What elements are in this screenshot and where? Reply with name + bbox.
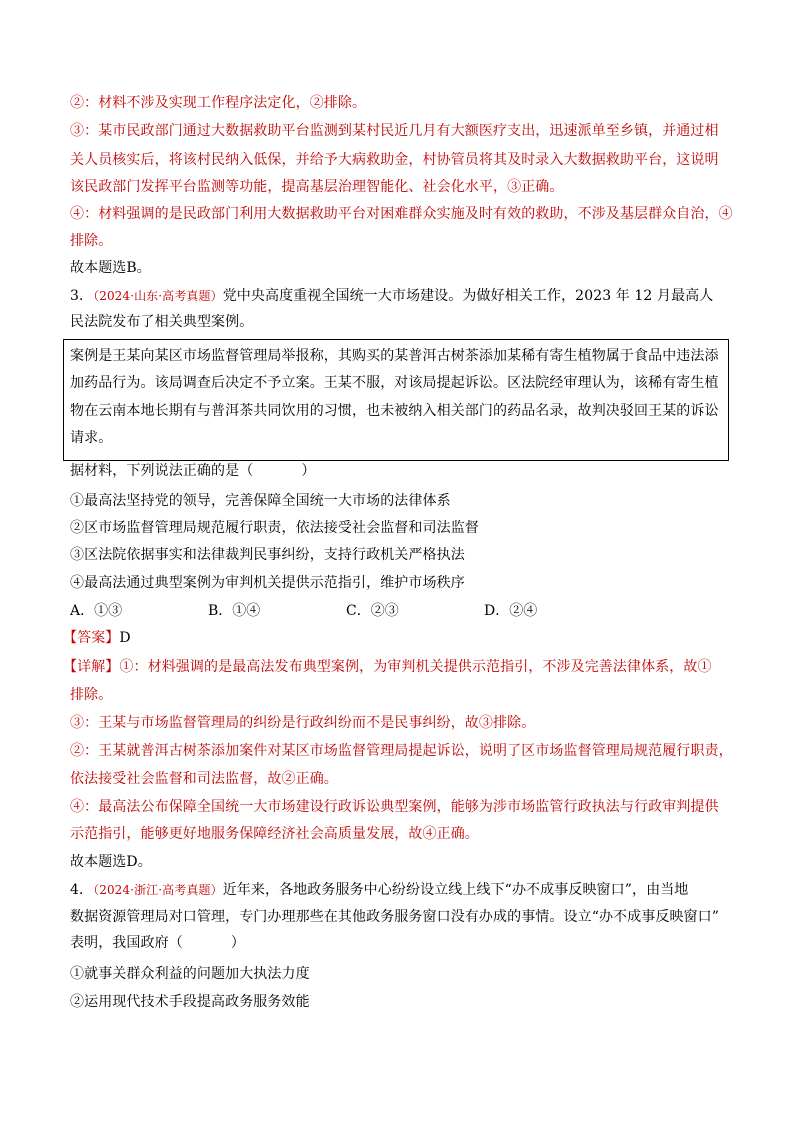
question-source: （2024·浙江·高考真题） [93, 883, 223, 897]
detail-line: 排除。 [70, 687, 113, 703]
analysis-line: 排除。 [70, 233, 113, 249]
detail-text: ①：材料强调的是最高法发布典型案例，为审判机关提供示范指引，不涉及完善法律体系，故① [119, 659, 712, 675]
detail-line: ②：王某就普洱古树茶添加案件对某区市场监督管理局提起诉讼，说明了区市场监督管理局规范履行职责， [70, 743, 733, 759]
analysis-line: ②：材料不涉及实现工作程序法定化，②排除。 [70, 95, 367, 111]
answer-tag: 【答案】 [63, 630, 120, 646]
prompt-text: 据材料，下列说法正确的是（ [70, 463, 254, 479]
stem-text: 表明，我国政府（ [70, 935, 183, 951]
case-line: 物在云南本地长期有与普洱茶共同饮用的习惯，也未被纳入相关部门的药品名录，故判决驳回王某的诉讼 [70, 403, 719, 419]
question-source: （2024·山东·高考真题） [93, 289, 223, 303]
detail-line: 示范指引，能够更好地服务保障经济社会高质量发展，故④正确。 [70, 826, 479, 842]
question-stem: 数据资源管理局对口管理，专门办理那些在其他政务服务窗口没有办成的事情。设立“办不成事反映窗口” [70, 909, 720, 925]
answer-value: D [119, 630, 131, 646]
option-b: B．①④ [208, 603, 261, 619]
case-line: 请求。 [70, 430, 113, 446]
analysis-line: 关人员核实后，将该村民纳入低保，并给予大病救助金，村协管员将其及时录入大数据救助平台，这说明 [70, 152, 719, 168]
detail-line: ③：王某与市场监督管理局的纠纷是行政纠纷而不是民事纠纷，故③排除。 [70, 715, 536, 731]
analysis-line: 该民政部门发挥平台监测等功能，提高基层治理智能化、社会化水平，③正确。 [70, 179, 564, 195]
question-prompt [70, 461, 315, 481]
prompt-close: ） [301, 463, 316, 479]
option-d: D．②④ [484, 603, 538, 619]
statement-3: ③区法院依据事实和法律裁判民事纠纷，支持行政机关严格执法 [70, 547, 465, 563]
analysis-line: ③：某市民政部门通过大数据救助平台监测到某村民近几月有大额医疗支出，迅速派单至乡镇，并通过相 [70, 123, 719, 139]
detail-line: 依法接受社会监督和司法监督，故②正确。 [70, 771, 338, 787]
stem-text: 近年来，各地政务服务中心纷纷设立线上线下“办不成事反映窗口”，由当地 [222, 882, 689, 898]
question-stem [70, 933, 245, 953]
answer-line [63, 628, 131, 648]
detail-line [63, 657, 712, 677]
case-line: 加药品行为。该局调查后决定不予立案。王某不服，对该局提起诉讼。区法院经审理认为，该稀有寄生植 [70, 375, 719, 391]
question-number: 3． [70, 288, 94, 304]
statement-4: ④最高法通过典型案例为审判机关提供示范指引，维护市场秩序 [70, 575, 465, 591]
question-number: 4． [70, 882, 94, 898]
prompt-close: ） [230, 935, 245, 951]
conclusion-line: 故本题选D。 [70, 854, 152, 870]
stem-text: 党中央高度重视全国统一大市场建设。为做好相关工作，2023 年 12 月最高人 [222, 288, 714, 304]
statement-2: ②运用现代技术手段提高政务服务效能 [70, 994, 310, 1010]
option-c: C．②③ [346, 603, 399, 619]
statement-2: ②区市场监督管理局规范履行职责，依法接受社会监督和司法监督 [70, 520, 479, 536]
question-stem [70, 286, 713, 306]
case-line: 案例是王某向某区市场监督管理局举报称，其购买的某普洱古树茶添加某稀有寄生植物属于食品中违法添 [70, 348, 719, 364]
question-stem: 民法院发布了相关典型案例。 [70, 314, 254, 330]
statement-1: ①就事关群众利益的问题加大执法力度 [70, 966, 310, 982]
analysis-line: ④：材料强调的是民政部门利用大数据救助平台对困难群众实施及时有效的救助，不涉及基层群众自治，④ [70, 206, 733, 222]
detail-line: ④：最高法公布保障全国统一大市场建设行政诉讼典型案例，能够为涉市场监管行政执法与行政审判提供 [70, 799, 719, 815]
question-stem [70, 880, 688, 900]
detail-tag: 【详解】 [63, 659, 120, 675]
option-a: A．①③ [70, 603, 123, 619]
conclusion-line: 故本题选B。 [70, 260, 151, 276]
statement-1: ①最高法坚持党的领导，完善保障全国统一大市场的法律体系 [70, 493, 451, 509]
